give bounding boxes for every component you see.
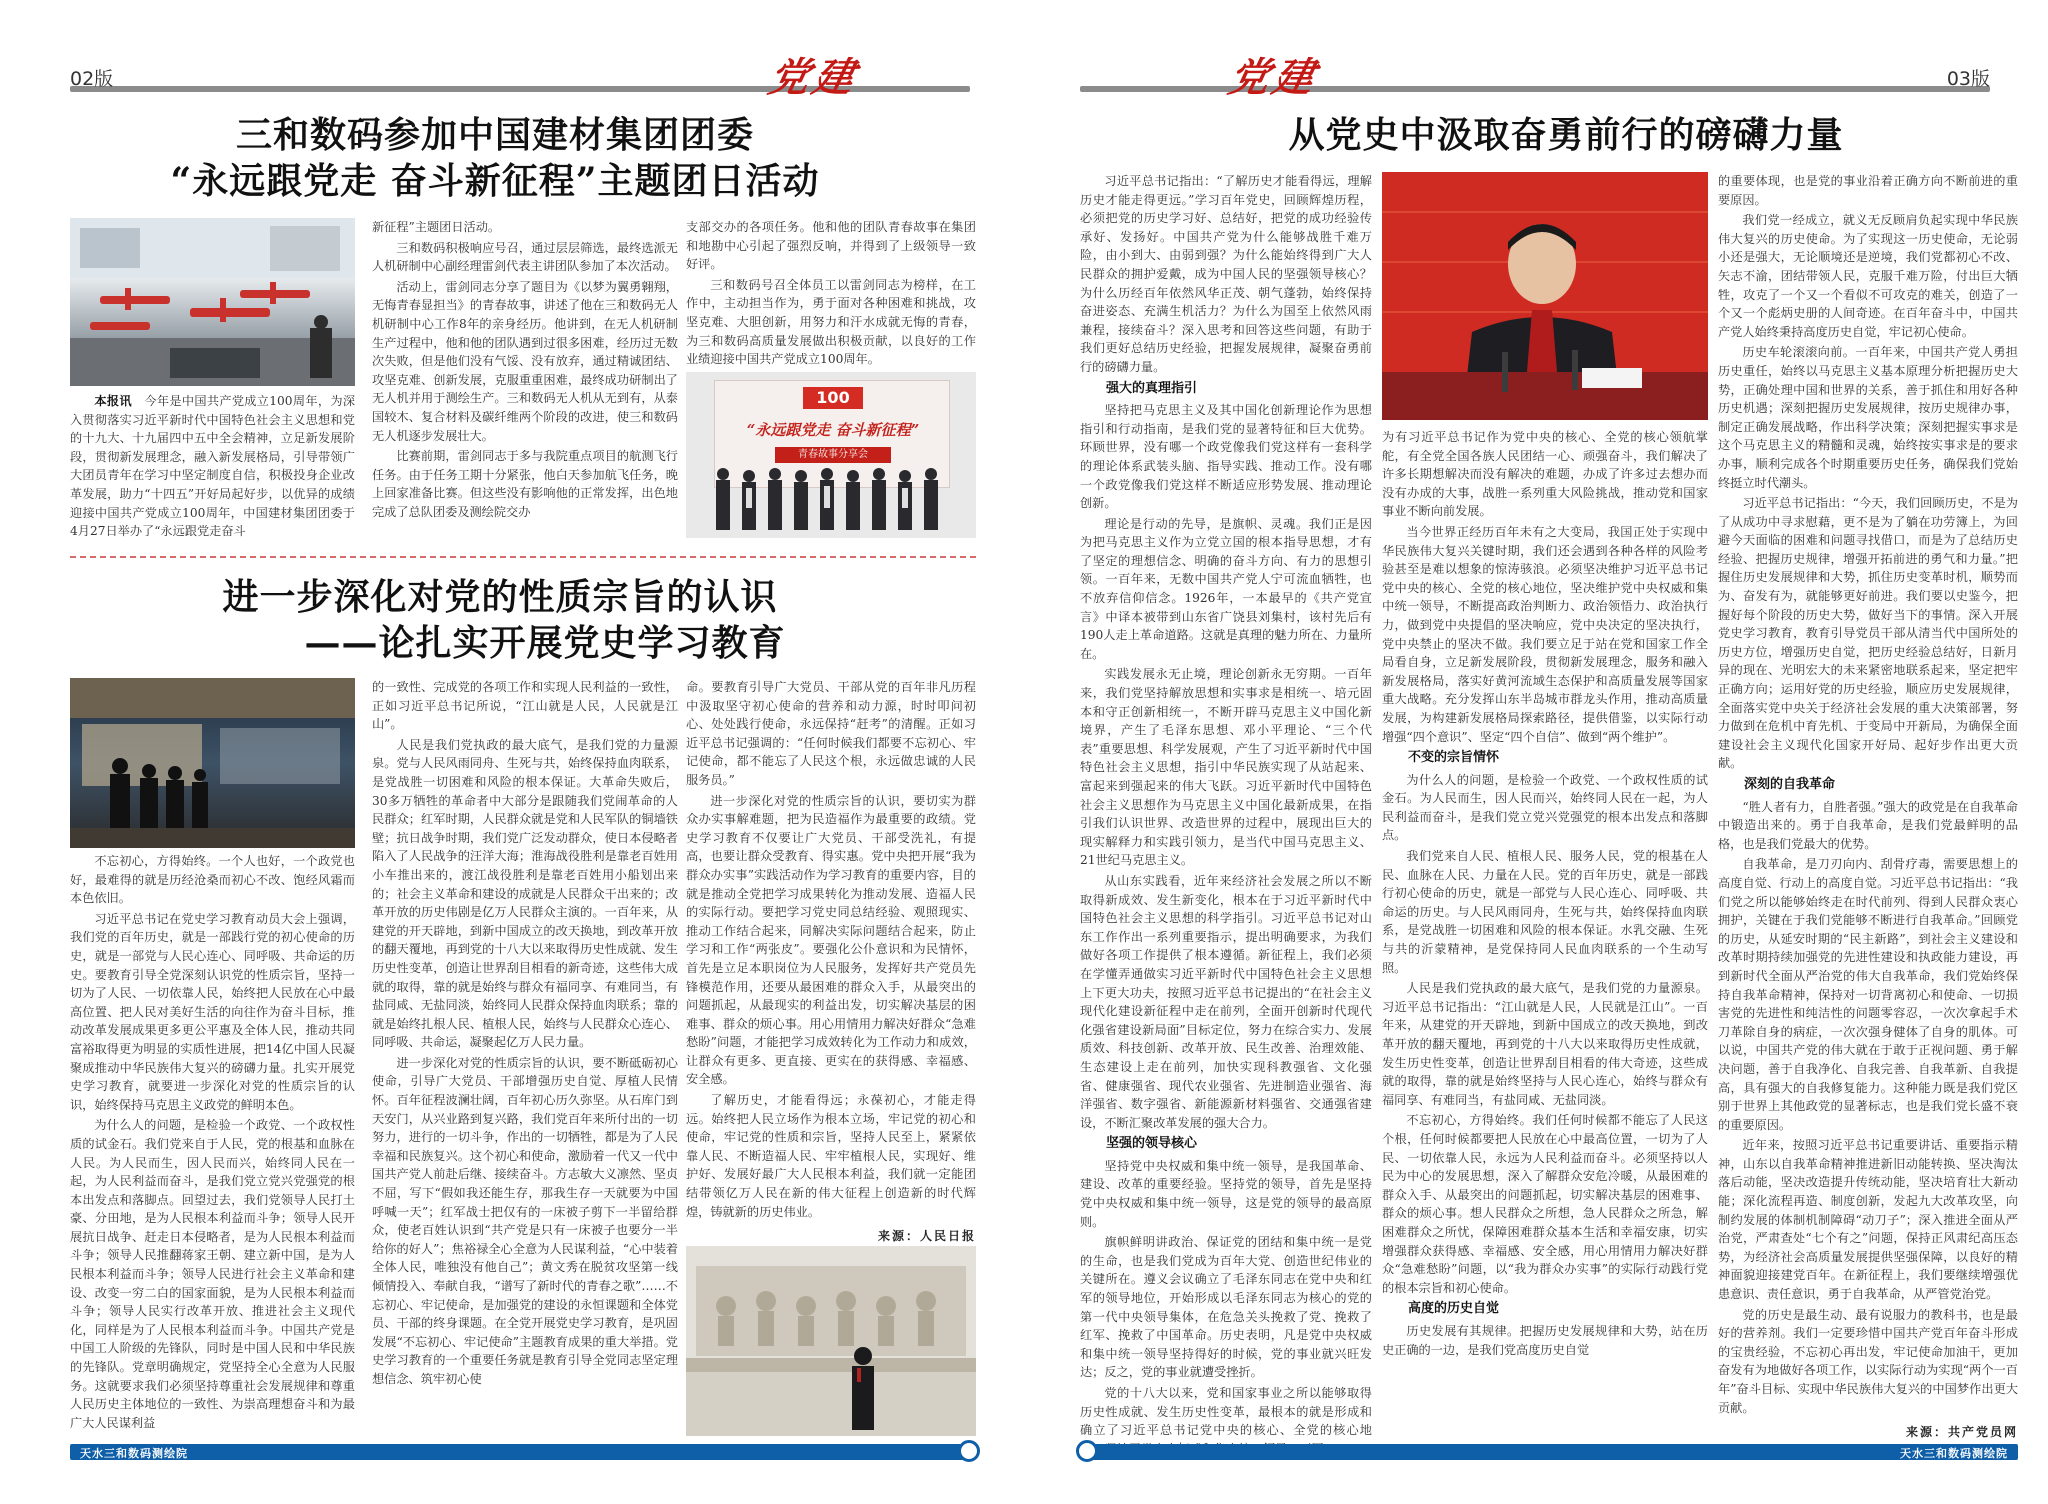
article2-col1-p0: 不忘初心，方得始终。一个人也好，一个政党也好，最难得的就是历经沧桑而初心不改、饱经风霜而本色依旧。 xyxy=(70,854,355,906)
article3-col2-p0: 为有习近平总书记作为党中央的核心、全党的核心领航掌舵，有全党全国各族人民团结一心、顽强奋斗，我们解决了许多长期想解决而没有解决的难题，办成了许多过去想办而没有办成的大事，战胜一系列重大风险挑战，推动党和国家事业不断向前发展。 xyxy=(1382,430,1708,519)
article2-col2-p1: 人民是我们党执政的最大底气，是我们党的力量源泉。党与人民风雨同舟、生死与共，始终保持血肉联系，是党战胜一切困难和风险的根本保证。大革命失败后，30多万牺牲的革命者中大部分是跟随我们党闹革命的人民群众；红军时期，人民群众就是党和人民军队的铜墙铁壁；抗日战争时期，我们党广泛发动群众，使日本侵略者陷入了人民战争的汪洋大海；淮海战役胜利是靠老百姓用小车推出来的，渡江战役胜利是靠老百姓用小船划出来的；社会主义革命和建设的成就是人民群众干出来的；改革开放的历史伟剧是亿万人民群众主演的。一百年来，从建党的开天辟地，到新中国成立的改天换地，到改革开放的翻天覆地，再到党的十八大以来取得历史性成就、发生历史性变革，创造让世界刮目相看的新奇迹，这些伟大成就的取得，靠的就是始终与群众有福同享、有难同当，有盐同咸、无盐同淡，始终同人民群众保持血肉联系；靠的就是始终扎根人民、植根人民，始终与人民群众心连心、同呼吸、共命运，凝聚起亿万人民力量。 xyxy=(372,737,678,1050)
event-sub-text: 青春故事分享会 xyxy=(775,447,891,463)
article3-subhead-2: 坚强的领导核心 xyxy=(1106,1136,1198,1152)
article3-col2r-p1: 我们党来自人民、植根人民、服务人民，党的根基在人民、血脉在人民、力量在人民。党的百年历史，就是一部践行初心使命的历史，就是一部党与人民心连心、同呼吸、共命运的历史。与人民风雨同舟，生死与共，始终保持血肉联系，是党战胜一切困难和风险的根本保证。水乳交融、生死与共的沂蒙精神，是党保持同人民血肉联系的一个生动写照。 xyxy=(1382,849,1708,975)
article1-title-line1: 三和数码参加中国建材集团团委 xyxy=(235,114,754,156)
article3-column-1 xyxy=(1080,172,1372,1438)
article1-column-1 xyxy=(70,392,356,539)
article2-col2-p2: 进一步深化对党的性质宗旨的认识，要不断砥砺初心使命，引导广大党员、干部增强历史自觉、厚植人民情怀。百年征程波澜壮阔，百年初心历久弥坚。从石库门到天安门，从兴业路到复兴路，我们党百年来所付出的一切努力，进行的一切斗争，作出的一切牺牲，都是为了人民幸福和民族复兴。这个初心和使命，激励着一代又一代中国共产党人前赴后继、接续奋斗。方志敏大义凛然、坚贞不屈，写下“假如我还能生存，那我生存一天就要为中国呼喊一天”；红军战士把仅有的一床被子剪下一半留给群众，使老百姓认识到“共产党是只有一床被子也要分一半给你的好人”；焦裕禄全心全意为人民谋利益，“心中装着全体人民，唯独没有他自己”；黄文秀在脱贫攻坚第一线倾情投入、奉献自我，“谱写了新时代的青春之歌”……不忘初心、牢记使命，是加强党的建设的永恒课题和全体党员、干部的终身课题。在全党开展党史学习教育，是巩固发展“不忘初心、牢记使命”主题教育成果的重大举措。党史学习教育的一个重要任务就是教育引导全党同志坚定理想信念、筑牢初心使 xyxy=(372,1055,678,1386)
article2-col3-p2: 了解历史，才能看得远；永葆初心，才能走得远。始终把人民立场作为根本立场，牢记党的初心和使命，牢记党的性质和宗旨，坚持人民至上，紧紧依靠人民、不断造福人民、牢牢植根人民，实现好、维护好、发展好最广大人民根本利益，我们就一定能团结带领亿万人民在新的伟大征程上创造新的时代辉煌，铸就新的历史伟业。 xyxy=(686,1093,976,1219)
article3-col1-end-p2: 党的十八大以来，党和国家事业之所以能够取得历史性成就、发生历史性变革，最根本的就是形成和确立了习近平总书记党中央的核心、全党的核心地 xyxy=(1080,1386,1372,1438)
article2-column-3 xyxy=(686,678,976,1246)
article-divider xyxy=(70,556,976,558)
footer-bar-right xyxy=(1080,1444,2018,1460)
article2-col1-p1: 习近平总书记在党史学习教育动员大会上强调，我们党的百年历史，就是一部践行党的初心使命的历史，就是一部党与人民心连心、同呼吸、共命运的历史。要教育引导全党深刻认识党的性质宗旨，坚持一切为了人民、一切依靠人民，始终把人民放在心中最高位置、把人民对美好生活的向往作为奋斗目标，推动改革发展成果更多更公平惠及全体人民，推动共同富裕取得更为明显的实质性进展，把14亿中国人民凝聚成推动中华民族伟大复兴的磅礴力量。扎实开展党史学习教育，就要进一步深化对党的性质宗旨的认识，始终保持马克思主义政党的鲜明本色。 xyxy=(70,911,355,1112)
speaker-illustration xyxy=(1382,172,1708,420)
article3-col2-p1: 当今世界正经历百年未有之大变局，我国正处于实现中华民族伟大复兴关键时期，我们还会遇到各种各样的风险考验甚至是难以想象的惊涛骇浪。必须坚决维护习近平总书记党中央的核心、全党的核心地位，坚决维护党中央权威和集中统一领导，不断提高政治判断力、政治领悟力、政治执行力，做到党中央提倡的坚决响应，党中央决定的坚决执行，党中央禁止的坚决不做。我们要立足于站在党和国家工作全局看自身，立足新发展阶段，贯彻新发展理念，服务和融入新发展格局，落实好黄河流域生态保护和高质量发展等国家重大战略。充分发挥山东半岛城市群龙头作用，推动高质量发展，为构建新发展格局探索路径，提供借鉴，以实际行动增强“四个意识”、坚定“四个自信”、做到“两个维护”。 xyxy=(1382,524,1708,744)
article3-col1-top-p0: 习近平总书记指出：“了解历史才能看得远，理解历史才能走得更远。”学习百年党史，回顾辉煌历程，必须把党的历史学习好、总结好，把党的成功经验传承好、发扬好。中国共产党为什么能够战胜千难万险，由小到大、由弱到强？为什么能始终得到广大人民群众的拥护爱戴，成为中国人民的坚强领导核心？为什么历经百年依然风华正茂、朝气蓬勃，始终保持奋进姿态、充满生机活力？为什么为国至上依然风雨兼程，接续奋斗？深入思考和回答这些问题，有助于我们更好总结历史经验，把握发展规律，凝聚奋勇前行的磅礴力量。 xyxy=(1080,174,1372,374)
footer-circle-decoration xyxy=(1076,1440,1098,1462)
article3-headline xyxy=(1216,112,1916,158)
article2-column-2 xyxy=(372,678,678,1436)
museum-visit-photo xyxy=(70,678,355,848)
page-number: 03版 xyxy=(1946,68,1990,90)
article1-col3-p1: 三和数码号召全体员工以雷剑同志为榜样，在工作中，主动担当作为，勇于面对各种困难和挑战，攻坚克难、大胆创新，用努力和汗水成就无悔的青春，为三和数码高质量发展做出积极贡献，以良好的工作业绩迎接中国共产党成立100周年。 xyxy=(686,277,976,367)
masthead-rule xyxy=(1080,86,1990,92)
drone-exhibition-illustration xyxy=(70,218,355,386)
group-event-photo xyxy=(686,372,976,538)
monument-illustration xyxy=(686,1246,976,1436)
article3-col2-end-p0: 历史发展有其规律。把握历史发展规律和大势，站在历史正确的一边，是我们党高度历史自觉 xyxy=(1382,1323,1708,1357)
article3-col3-p1: 我们党一经成立，就义无反顾肩负起实现中华民族伟大复兴的历史使命。为了实现这一历史使命，无论弱小还是强大，无论顺境还是逆境，我们党都初心不改、矢志不渝，团结带领人民，克服千难万险，付出巨大牺牲，攻克了一个又一个看似不可攻克的难关，创造了一个又一个彪炳史册的人间奇迹。在百年奋斗中，中国共产党人始终秉持高度历史自觉，牢记初心使命。 xyxy=(1718,213,2018,339)
article2-col1-p2: 为什么人的问题，是检验一个政党、一个政权性质的试金石。我们党来自于人民，党的根基和血脉在人民。为人民而生，因人民而兴，始终同人民在一起，为人民利益而奋斗，是我们党立党兴党强党的根本出发点和落脚点。回望过去，我们党领导人民打土豪、分田地，是为人民根本利益而斗争；领导人民开展抗日战争、赶走日本侵略者，是为人民根本利益而斗争；领导人民推翻蒋家王朝、建立新中国，是为人民根本利益而斗争；领导人民进行社会主义革命和建设、改变一穷二白的国家面貌，是为人民根本利益而斗争；领导人民实行改革开放、推进社会主义现代化，同样是为了人民根本利益而斗争。中国共产党是中国工人阶级的先锋队，同时是中国人民和中华民族的先锋队。党章明确规定，党坚持全心全意为人民服务。这就要求我们必须坚持尊重社会发展规律和尊重人民历史主体地位的一致性、为崇高理想奋斗和为最广大人民谋利益 xyxy=(70,1118,355,1430)
footer-circle-decoration xyxy=(958,1440,980,1462)
article1-col2-p2: 活动上，雷剑同志分享了题目为《以梦为翼勇翱翔，无悔青春显担当》的青春故事，讲述了他在三和数码无人机研制中心工作8年的亲身经历。他讲到，在无人机研制生产过程中，他和他的团队遇到过很多困难，经历过无数次失败，但是他们没有气馁、没有放弃，通过精诚团结、攻坚克难、创新发展，克服重重困难，最终成功研制出了无人机并用于测绘生产。三和数码无人机从无到有，从泰国较木、复合材料及碳纤维两个阶段的改进，使三和数码无人机逐步发展壮大。 xyxy=(372,279,678,443)
masthead-left xyxy=(70,54,970,101)
article1-lead: 本报讯 xyxy=(94,394,132,408)
article3-col2r-p0: 为什么人的问题，是检验一个政党、一个政权性质的试金石。为人民而生，因人民而兴，始终同人民在一起，为人民利益而奋斗，是我们党立党兴党强党的根本出发点和落脚点。 xyxy=(1382,772,1708,843)
article1-col2-p3: 比赛前期，雷剑同志于多与我院重点项目的航测飞行任务。由于任务工期十分紧张，他白天参加航飞任务，晚上回家准备比赛。但这些没有影响他的正常发挥，出色地完成了总队团委及测绘院交办 xyxy=(372,449,678,519)
article3-subhead-1: 强大的真理指引 xyxy=(1106,380,1198,396)
article2-column-1 xyxy=(70,852,355,1437)
article3-subhead-3: 不变的宗旨情怀 xyxy=(1408,750,1500,766)
article3-col3r-p0: “胜人者有力，自胜者强。”强大的政党是在自我革命中锻造出来的。勇于自我革命，是我们党最鲜明的品格，也是我们党最大的优势。 xyxy=(1718,799,2018,851)
footer-bar-left xyxy=(70,1444,976,1460)
masthead-right xyxy=(1080,54,1990,101)
group-people-illustration xyxy=(686,372,976,538)
article3-col2r-p2: 人民是我们党执政的最大底气，是我们党的力量源泉。习近平总书记指出：“江山就是人民，人民就是江山”。一百年来，从建党的开天辟地，到新中国成立的改天换地，到改革开放的翻天覆地，再到党的十八大以来取得历史性成就，发生历史性变革，创造让世界刮目相看的伟大奇迹，这些成就的取得，靠的就是始终坚持与人民心连心，始终与群众有福同享、有难同当，有盐同咸、无盐同淡。 xyxy=(1382,981,1708,1107)
article1-column-2 xyxy=(372,218,678,536)
article3-col1-end-p1: 旗帜鲜明讲政治、保证党的团结和集中统一是党的生命，也是我们党成为百年大党、创造世纪伟业的关键所在。遵义会议确立了毛泽东同志在党中央和红军的领导地位，开始形成以毛泽东同志为核心的党的第一代中央领导集体，在危急关头挽救了党、挽救了红军、挽救了中国革命。历史表明，凡是党中央权威和集中统一领导坚持得好的时候，党的事业就兴旺发达；反之，党的事业就遭受挫折。 xyxy=(1080,1235,1372,1380)
article3-col3-p0: 的重要体现，也是党的事业沿着正确方向不断前进的重要原因。 xyxy=(1718,174,2018,207)
article3-col1-p0: 坚持把马克思主义及其中国化创新理论作为思想指引和行动指南，是我们党的显著特征和巨大优势。环顾世界，没有哪一个政党像我们党这样有一套科学的理论体系武装头脑、指导实践、推动工作。没有哪一个政党像我们党这样不断适应形势发展、推动理论创新。 xyxy=(1080,403,1372,511)
article2-col3-p1: 进一步深化对党的性质宗旨的认识，要切实为群众办实事解难题，把为民造福作为最重要的政绩。党史学习教育不仅要让广大党员、干部受洗礼，有提高，也要让群众受教育、得实惠。党中央把开展“我为群众办实事”实践活动作为学习教育的重要内容，目的就是推动全党把学习成果转化为推动发展、造福人民的实际行动。要把学习党史同总结经验、观照现实、推动工作结合起来，同解决实际问题结合起来，防止学习和工作“两张皮”。要强化公仆意识和为民情怀，首先是立足本职岗位为人民服务，发挥好共产党员先锋模范作用，还要从最困难的群众入手，从最突出的问题抓起，从最现实的利益出发，切实解决基层的困难事、群众的烦心事。用心用情用力解决好群众“急难愁盼”问题，才能把学习成效转化为工作动力和成效，让群众有更多、更直接、更实在的获得感、幸福感、安全感。 xyxy=(686,793,976,1087)
event-banner-text: “永远跟党走 奋斗新征程” xyxy=(746,421,920,439)
article2-title-line1: 进一步深化对党的性质宗旨的认识 xyxy=(222,576,778,618)
article3-column-3 xyxy=(1718,172,2018,1438)
article3-col1-p2: 实践发展永无止境，理论创新永无穷期。一百年来，我们党坚持解放思想和实事求是相统一、培元固本和守正创新相统一，不断开辟马克思主义中国化新境界，产生了毛泽东思想、邓小平理论、“三个代表”重要思想、科学发展观，产生了习近平新时代中国特色社会主义思想，指引中华民族实现了从站起来、富起来到强起来的伟大飞跃。习近平新时代中国特色社会主义思想作为马克思主义中国化最新成果，在指引我们认识世界、改造世界的过程中，展现出巨大的现实解释力和实践引领力，是当代中国马克思主义、21世纪马克思主义。 xyxy=(1080,667,1372,868)
article1-col3-p0: 支部交办的各项任务。他和他的团队青春故事在集团和地勘中心引起了强烈反响，并得到了上级领导一致好评。 xyxy=(686,220,976,272)
column-brand: 党建 xyxy=(764,54,863,101)
article3-col3r-p1: 自我革命，是刀刃向内、刮骨疗毒，需要思想上的高度自觉、行动上的高度自觉。习近平总书记指出：“我们党之所以能够始终走在时代前列、得到人民群众衷心拥护，关键在于我们党能够不断进行自我革命。”回顾党的历史，从延安时期的“民主新路”，到社会主义建设和改革时期持续加强党的先进性建设和执政能力建设，再到新时代全面从严治党的伟大自我革命，我们党始终保持自我革命精神，保持对一切背离初心和使命、一切损害党的先进性和纯洁性的问题零容忍，一次次拿起手术刀革除自身的病症，一次次强身健体了自身的肌体。可以说，中国共产党的伟大就在于敢于正视问题、勇于解决问题，善于自我净化、自我完善、自我革新、自我提高，具有强大的自我修复能力。这种能力既是我们党区别于世界上其他政党的显著标志，也是我们党长盛不衰的重要原因。 xyxy=(1718,857,2018,1132)
article3-col3-p3: 习近平总书记指出：“今天，我们回顾历史，不是为了从成功中寻求慰藉，更不是为了躺在功劳簿上，为回避今天面临的困难和问题寻找借口，而是为了总结历史经验、把握历史规律，增强开拓前进的勇气和力量。”把握住历史发展规律和大势，抓住历史变革时机，顺势而为、奋发有为，就能够更好前进。我们要以史鉴今，把握好每个阶段的历史大势，做好当下的事情。深入开展党史学习教育，教育引导党员干部从清当代中国所处的历史方位，增强历史自觉，把历史经验总结好，日新月异的现在、光明宏大的未来紧密地联系起来，坚定把牢正确方向；运用好党的历史经验，顺应历史发展规律，全面落实党中央关于经济社会发展的重大决策部署，努力做到在危机中育先机、于变局中开新局，为确保全面建设社会主义现代化国家开好局、起好步作出更大贡献。 xyxy=(1718,496,2018,771)
article3-col1-end-p0: 坚持党中央权威和集中统一领导，是我国革命、建设、改革的重要经验。坚持党的领导，首先是坚持党中央权威和集中统一领导，这是党的领导的最高原则。 xyxy=(1080,1158,1372,1229)
article2-col2-p0: 的一致性、完成党的各项工作和实现人民利益的一致性，正如习近平总书记所说，“江山就是人民，人民就是江山”。 xyxy=(372,680,678,732)
museum-visit-illustration xyxy=(70,678,355,848)
article1-col1-text: 今年是中国共产党成立100周年，为深入贯彻落实习近平新时代中国特色社会主义思想和党的十九大、十九届四中五中全会精神，立足新发展阶段，贯彻新发展理念，融入新发展格局，引导带领广大团员青年在学习中坚定制度自信，积极投身企业改革发展，助力“十四五”开好局起好步，以优异的成绩迎接中国共产党成立100周年，中国建材集团团委于4月27日举办了“永远跟党走奋斗 xyxy=(70,394,356,539)
article3-col3r-p2: 近年来，按照习近平总书记重要讲话、重要指示精神，山东以自我革命精神推进新旧动能转换、坚决淘汰落后动能，坚决改造提升传统动能，坚决培育壮大新动能；深化流程再造、制度创新，发起九大改革攻坚，向制约发展的体制机制障碍“动刀子”；深入推进全面从严治党，严肃查处“七个有之”问题，保持正风肃纪高压态势，为经济社会高质量发展提供坚强保障，以良好的精神面貌迎接建党百年。在新征程上，我们要继续增强优患意识、责任意识，勇于自我革命，从严管党治党。 xyxy=(1718,1138,2018,1302)
speaker-photo xyxy=(1382,172,1708,420)
article3-source: 来源：共产党员网 xyxy=(1905,1425,2018,1440)
column-brand: 党建 xyxy=(1224,54,1323,101)
page-number: 02版 xyxy=(70,68,114,90)
article3-col1-p3: 从山东实践看，近年来经济社会发展之所以不断取得新成效、发生新变化，根本在于习近平新时代中国特色社会主义思想的科学指引。习近平总书记对山东工作作出一系列重要指示，提出明确要求，为我们做好各项工作提供了根本遵循。新征程上，我们必须在学懂弄通做实习近平新时代中国特色社会主义思想上下更大功夫，按照习近平总书记提出的“在社会主义现代化建设新征程中走在前列，全面开创新时代现代化强省建设新局面”目标定位，努力在综合实力、发展质效、科技创新、改革开放、民生改善、治理效能、生态建设上走在前列，加快实现科教强省、文化强省、健康强省、现代农业强省、先进制造业强省、海洋强省、数字强省、新能源新材料强省、交通强省建设，不断汇聚改革发展的强大合力。 xyxy=(1080,873,1372,1130)
article3-col2r-p3: 不忘初心，方得始终。我们任何时候都不能忘了人民这个根，任何时候都要把人民放在心中最高位置，一切为了人民、一切依靠人民，永远为人民利益而奋斗。必须坚持以人民为中心的发展思想，深入了解群众安危冷暖，从最困难的群众入手、从最突出的问题抓起，切实解决基层的困难事、群众的烦心事。想人民群众之所想，急人民群众之所急，解困难群众之所忧，保障困难群众基本生活和幸福安康，切实增强群众获得感、幸福感、安全感，用心用情用力解决好群众“急难愁盼”问题，以“我为群众办实事”的实际行动践行党的根本宗旨和初心使命。 xyxy=(1382,1113,1708,1295)
centenary-logo: 100 xyxy=(803,387,863,409)
monument-photo xyxy=(686,1246,976,1436)
article2-source: 来源：人民日报 xyxy=(877,1229,976,1244)
article1-col2-p0: 新征程”主题团日活动。 xyxy=(372,220,501,234)
page-02 xyxy=(0,0,1010,1504)
article1-title-line2: “永远跟党走 奋斗新征程”主题团日活动 xyxy=(170,160,820,202)
article2-title-line2: ——论扎实开展党史学习教育 xyxy=(304,622,786,664)
drone-exhibition-photo xyxy=(70,218,355,386)
footer-org-left: 天水三和数码测绘院 xyxy=(80,1447,188,1460)
article2-col3-p0: 命。要教育引导广大党员、干部从党的百年非凡历程中汲取坚守初心使命的营养和动力源，时时叩问初心、处处践行使命，永远保持“赶考”的清醒。正如习近平总书记强调的：“任何时候我们都要不忘初心、牢记使命，都不能忘了人民这个根，永远做忠诚的人民服务员。” xyxy=(686,680,976,787)
article3-col3-p2: 历史车轮滚滚向前。一百年来，中国共产党人勇担历史重任，始终以马克思主义基本原理分析把握历史大势，正确处理中国和世界的关系，善于抓住和用好各种历史机遇；深刻把握历史发展规律，按历史规律办事，制定正确发展战略，作出科学决策；深刻把握实事求是这个马克思主义的精髓和灵魂，始终按实事求是的要求办事，顺利完成各个时期重要历史任务，确保我们党始终挺立时代潮头。 xyxy=(1718,345,2018,490)
article3-subhead-4: 高度的历史自觉 xyxy=(1408,1301,1500,1317)
article1-headline xyxy=(150,112,840,204)
article3-col1-p1: 理论是行动的先导，是旗帜、灵魂。我们正是因为把马克思主义作为立党立国的根本指导思想，才有了坚定的理想信念、明确的奋斗方向、有力的思想引领。一百年来，无数中国共产党人宁可流血牺牲，也不放弃信仰信念。1926年，一本最早的《共产党宣言》中译本被带到山东省广饶县刘集村，该村先后有190人走上革命道路。这就是真理的魅力所在、力量所在。 xyxy=(1080,516,1372,661)
article3-column-2 xyxy=(1382,428,1708,1438)
article3-col3r-p3: 党的历史是最生动、最有说服力的教科书，也是最好的营养剂。我们一定要珍惜中国共产党百年奋斗形成的宝贵经验，不忘初心再出发，牢记使命加油干，更加奋发有为地做好各项工作，以实际行动为实现“两个一百年”奋斗目标、实现中华民族伟大复兴的中国梦作出更大贡献。 xyxy=(1718,1307,2018,1415)
footer-org-right: 天水三和数码测绘院 xyxy=(1900,1447,2008,1460)
article3-title: 从党史中汲取奋勇前行的磅礴力量 xyxy=(1288,114,1844,156)
article1-col2-p1: 三和数码积极响应号召，通过层层筛选，最终选派无人机研制中心副经理雷剑代表主讲团队参加了本次活动。 xyxy=(372,240,678,274)
article3-subhead-5: 深刻的自我革命 xyxy=(1744,777,1836,792)
page-03 xyxy=(1036,0,2048,1504)
article2-headline xyxy=(200,574,800,666)
article1-column-3 xyxy=(686,218,976,367)
